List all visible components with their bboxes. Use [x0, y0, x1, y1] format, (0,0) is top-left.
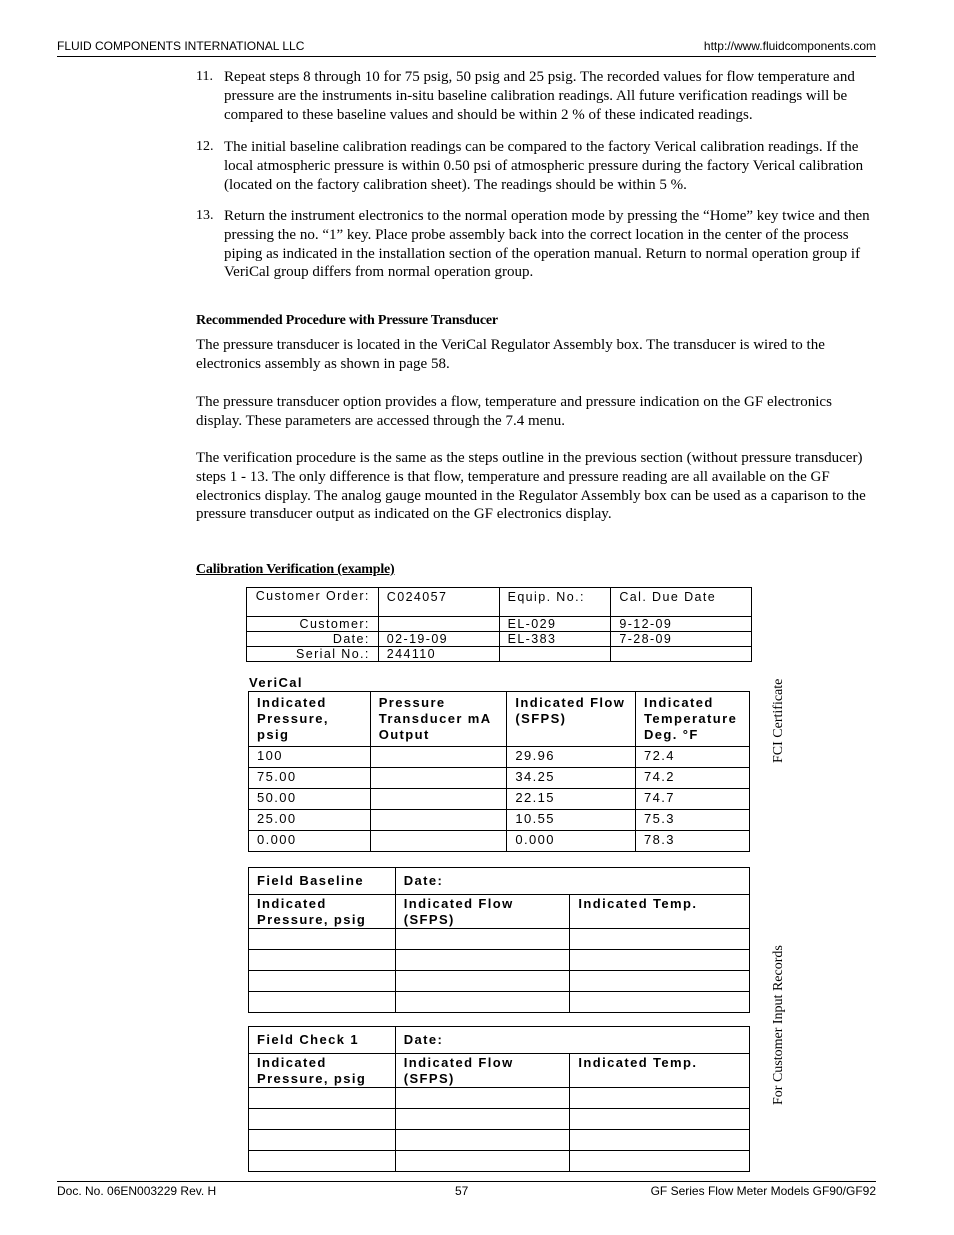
table-row — [249, 1109, 750, 1130]
input-cell[interactable] — [395, 971, 570, 992]
input-cell[interactable] — [395, 992, 570, 1013]
input-cell[interactable] — [249, 971, 396, 992]
input-cell[interactable] — [570, 1109, 750, 1130]
col-header: Indicated Flow (SFPS) — [507, 692, 636, 747]
serial-no-label: Serial No.: — [247, 647, 379, 662]
customer-info-table — [246, 587, 752, 662]
pressure-cell: 75.00 — [249, 768, 371, 789]
cal-due-value — [611, 647, 752, 662]
cal-due-value: 9-12-09 — [611, 617, 752, 632]
input-cell[interactable] — [249, 950, 396, 971]
input-cell[interactable] — [249, 1151, 396, 1172]
pressure-cell: 25.00 — [249, 810, 371, 831]
input-cell[interactable] — [249, 929, 396, 950]
paragraph: The verification procedure is the same as the steps outline in the previous section (without pressure transducer) steps 1 - 13. The only difference is that flow, temperature and pressure reading are all available on the GF electronics display. The analog gauge mounted in the Regulator Assembly box can be used as a caparison to the pressure transducer output as indicated on the GF electronics display. — [196, 450, 866, 523]
input-cell[interactable] — [570, 950, 750, 971]
input-cell[interactable] — [570, 1130, 750, 1151]
equip-value: EL-029 — [499, 617, 611, 632]
step-13 — [196, 207, 871, 282]
date-label: Date: — [395, 868, 749, 895]
paragraph: The pressure transducer is located in the VeriCal Regulator Assembly box. The transducer is wired to the electronics assembly as shown in page 58. — [196, 337, 825, 372]
date-value: 02-19-09 — [378, 632, 499, 647]
table-row — [249, 1151, 750, 1172]
product-model: GF Series Flow Meter Models GF90/GF92 — [650, 1184, 876, 1198]
input-cell[interactable] — [395, 1088, 570, 1109]
equip-value — [499, 647, 611, 662]
input-cell[interactable] — [249, 992, 396, 1013]
table-header-row — [249, 1054, 750, 1088]
input-cell[interactable] — [570, 971, 750, 992]
table-header-row — [249, 895, 750, 929]
website-url[interactable]: http://www.fluidcomponents.com — [703, 39, 876, 53]
input-cell[interactable] — [395, 950, 570, 971]
temp-cell: 78.3 — [636, 831, 750, 852]
page-number: 57 — [455, 1184, 469, 1198]
table-row — [249, 929, 750, 950]
table-row — [249, 992, 750, 1013]
input-cell[interactable] — [570, 992, 750, 1013]
flow-cell: 22.15 — [507, 789, 636, 810]
customer-value — [378, 617, 499, 632]
input-cell[interactable] — [570, 1151, 750, 1172]
pressure-cell: 0.000 — [249, 831, 371, 852]
table-title-row — [249, 868, 750, 895]
step-number: 11. — [196, 69, 213, 84]
step-number: 13. — [196, 208, 214, 223]
date-label: Date: — [247, 632, 379, 647]
fci-certificate-label: FCI Certificate — [771, 678, 786, 763]
input-cell[interactable] — [395, 1109, 570, 1130]
company-name: FLUID COMPONENTS INTERNATIONAL LLC — [57, 39, 305, 53]
document-number: Doc. No. 06EN003229 Rev. H — [57, 1184, 217, 1198]
step-number: 12. — [196, 139, 214, 154]
step-12 — [196, 138, 871, 194]
input-cell[interactable] — [570, 929, 750, 950]
ma-output-cell — [370, 831, 507, 852]
date-label: Date: — [395, 1027, 749, 1054]
table-row — [249, 810, 750, 831]
table-row — [249, 1088, 750, 1109]
temp-cell: 74.7 — [636, 789, 750, 810]
input-cell[interactable] — [249, 1088, 396, 1109]
input-cell[interactable] — [395, 1151, 570, 1172]
table-row — [247, 617, 752, 632]
verical-label: VeriCal — [249, 675, 303, 690]
table-row — [249, 950, 750, 971]
section-title-pressure-transducer: Recommended Procedure with Pressure Transducer — [196, 313, 498, 328]
table-row — [249, 747, 750, 768]
step-text: Return the instrument electronics to the normal operation mode by pressing the “Home” key twice and then pressing the no. “1” key. Place probe assembly back into the correct location in the center of the process piping as indicated in the installation section of the operation manual. Return to normal operation group if VeriCal group differs from normal operation group. — [224, 208, 870, 281]
equip-no-label: Equip. No.: — [499, 588, 611, 617]
input-cell[interactable] — [395, 1130, 570, 1151]
step-11 — [196, 68, 871, 124]
field-baseline-title: Field Baseline — [249, 868, 396, 895]
equip-value: EL-383 — [499, 632, 611, 647]
col-header: Pressure Transducer mA Output — [370, 692, 507, 747]
col-header: Indicated Pressure, psig — [249, 1054, 396, 1088]
flow-cell: 34.25 — [507, 768, 636, 789]
table-row — [247, 632, 752, 647]
section-title-calibration-verification: Calibration Verification (example) — [196, 562, 395, 577]
temp-cell: 75.3 — [636, 810, 750, 831]
col-header: Indicated Flow (SFPS) — [395, 895, 570, 929]
col-header: Indicated Flow (SFPS) — [395, 1054, 570, 1088]
cal-due-value: 7-28-09 — [611, 632, 752, 647]
field-check-1-table — [248, 1026, 750, 1172]
table-row — [247, 588, 752, 617]
pressure-cell: 100 — [249, 747, 371, 768]
paragraph: The pressure transducer option provides a flow, temperature and pressure indication on the GF electronics display. These parameters are accessed through the 7.4 menu. — [196, 394, 832, 429]
serial-no-value: 244110 — [378, 647, 499, 662]
input-cell[interactable] — [249, 1130, 396, 1151]
customer-order-value: C024057 — [378, 588, 499, 617]
flow-cell: 0.000 — [507, 831, 636, 852]
col-header: Indicated Temp. — [570, 895, 750, 929]
ma-output-cell — [370, 789, 507, 810]
temp-cell: 72.4 — [636, 747, 750, 768]
col-header: Indicated Pressure, psig — [249, 895, 396, 929]
pressure-cell: 50.00 — [249, 789, 371, 810]
ma-output-cell — [370, 810, 507, 831]
customer-label: Customer: — [247, 617, 379, 632]
ma-output-cell — [370, 747, 507, 768]
input-cell[interactable] — [249, 1109, 396, 1130]
field-baseline-table — [248, 867, 750, 1013]
field-check-title: Field Check 1 — [249, 1027, 396, 1054]
ma-output-cell — [370, 768, 507, 789]
table-header-row — [249, 692, 750, 747]
flow-cell: 29.96 — [507, 747, 636, 768]
customer-input-records-label: For Customer Input Records — [771, 945, 786, 1105]
temp-cell: 74.2 — [636, 768, 750, 789]
step-text: The initial baseline calibration readings can be compared to the factory Verical calibration readings. If the local atmospheric pressure is within 0.50 psi of atmospheric pressure during the factory Verical calibration (located on the factory calibration sheet). The readings should be within 5 %. — [224, 139, 864, 193]
verical-table — [248, 691, 750, 852]
table-row — [249, 1130, 750, 1151]
input-cell[interactable] — [395, 929, 570, 950]
col-header: Indicated Temperature Deg. °F — [636, 692, 750, 747]
table-row — [249, 971, 750, 992]
col-header: Indicated Temp. — [570, 1054, 750, 1088]
table-row — [249, 831, 750, 852]
table-row — [247, 647, 752, 662]
col-header: Indicated Pressure, psig — [249, 692, 371, 747]
input-cell[interactable] — [570, 1088, 750, 1109]
cal-due-date-label: Cal. Due Date — [611, 588, 752, 617]
table-row — [249, 789, 750, 810]
page-header — [57, 39, 876, 57]
page-footer — [57, 1181, 876, 1199]
table-title-row — [249, 1027, 750, 1054]
table-row — [249, 768, 750, 789]
customer-order-label: Customer Order: — [247, 588, 379, 617]
flow-cell: 10.55 — [507, 810, 636, 831]
step-text: Repeat steps 8 through 10 for 75 psig, 50 psig and 25 psig. The recorded values for flow temperature and pressure are the instruments in-situ baseline calibration readings. All future verification readings will be compared to these baseline values and should be within 2 % of these indicated readings. — [224, 69, 855, 123]
